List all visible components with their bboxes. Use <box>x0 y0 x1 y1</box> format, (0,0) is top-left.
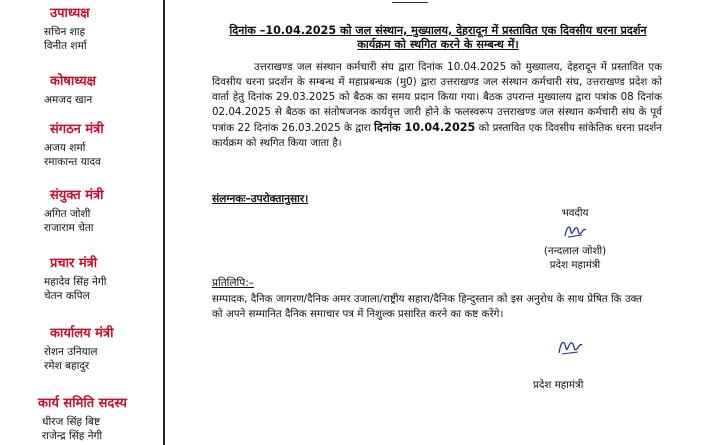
officials-sidebar <box>0 0 162 445</box>
official-group-organising-secretary <box>40 122 160 169</box>
official-heading: प्रचार मंत्री <box>50 256 98 271</box>
enclosure-line: संलग्नकः–उपरोक्तानुसार। <box>212 193 309 205</box>
official-heading: संगठन मंत्री <box>50 122 104 137</box>
official-heading: कार्य समिति सदस्य <box>38 396 127 411</box>
official-group-office-secretary <box>40 326 160 373</box>
copy-text: सम्पादक, दैनिक जागरण/दैनिक अमर उजाला/राष्ट्रीय सहारा/दैनिक हिन्दुस्तान को इस अनुरोध के साथ प्रेषित कि उक्त को अपने सम्मानित दैनिक समाचार पत्र में निशुल्क प्रसारित करने का कष्ट करेंगे। <box>212 293 642 320</box>
official-group-publicity-secretary <box>40 256 160 303</box>
copy-label: प्रतिलिपि:– <box>212 277 254 289</box>
official-name: अजय शर्मा <box>44 142 86 154</box>
official-heading: कार्यालय मंत्री <box>50 326 114 341</box>
official-name: राजेन्द्र सिंह नेगी <box>42 430 103 442</box>
signature-mark-icon <box>562 222 588 240</box>
body-bold-date: दिनांक 10.04.2025 <box>374 121 476 135</box>
official-name: महादेव सिंह नेगी <box>44 276 107 288</box>
official-group-vice-president <box>40 6 160 53</box>
body-text-part2: को प्रस्तावित एक दिवसीय सांकेतिक धरना प्रदर्शन कार्यक्रम को स्थगित किया जाता है। <box>212 122 662 150</box>
official-name: अमजद खान <box>44 94 93 106</box>
letter-body <box>212 60 662 152</box>
subject-text: दिनांक –10.04.2025 को जल संस्थान, मुख्यालय, देहरादून में प्रस्तावित एक दिवसीय धरना प्रदर्शन कार्यक्रम को स्थगित करने के सम्बन्ध में। <box>229 24 647 51</box>
signatory-designation: प्रदेश महामंत्री <box>549 259 601 271</box>
sidebar-divider <box>163 0 165 445</box>
official-name: सचिन शाह <box>44 26 86 38</box>
official-name: रमेश बहादुर <box>44 360 90 372</box>
official-heading: संयुक्त मंत्री <box>50 188 104 203</box>
signature-mark-icon <box>555 336 585 358</box>
salutation: भवदीय <box>561 207 589 219</box>
official-name: राजाराम चेता <box>44 222 94 234</box>
official-heading: उपाध्यक्ष <box>50 6 90 21</box>
signature-block <box>510 206 640 272</box>
official-name: चेतन कपिल <box>44 290 90 302</box>
official-name: अगित जोशी <box>44 208 91 220</box>
official-group-joint-secretary <box>40 188 160 235</box>
official-name: विनीत शर्मा <box>44 40 87 52</box>
signatory-name: (नन्दलाल जोशी) <box>543 245 607 257</box>
official-name: धीरज सिंह बिष्ट <box>42 416 101 428</box>
page-top-fragment <box>392 0 428 3</box>
body-text-part1: उत्तराखण्ड जल संस्थान कर्मचारी संघ द्वारा दिनांक 10.04.2025 को मुख्यालय, देहरादून में प्रस्तावित एक दिवसीय धरना प्रदर्शन के सम्बन्ध में महाप्रबन्धक (मु0) द्वारा उत्तराखण्ड जल संस्थान कर्मचारी संघ, उत्तराखण्ड प्रदेश को वार्ता हेतु दिनांक 29.03.2025 को बैठक का समय प्रदान किया गया। बैठक उपरान्त मुख्यालय द्वारा पत्रांक 08 दिनांक 02.04.2025 से बैठक का संतोषजनक कार्यवृत्त जारी होने के फलस्वरूप उत्तराखण्ड जल संस्थान कर्मचारी संघ के पूर्व पत्रांक 22 दिनांक 26.03.2025 के द्वारा <box>212 61 662 135</box>
official-name: रोशन उनियाल <box>44 346 98 358</box>
copy-designation: प्रदेश महामंत्री <box>533 379 584 391</box>
letter-subject <box>218 24 658 52</box>
official-heading: कोषाध्यक्ष <box>50 74 96 89</box>
official-group-treasurer <box>40 74 160 107</box>
official-name: रमाकान्त यादव <box>44 156 101 168</box>
official-group-committee-members <box>38 396 158 443</box>
